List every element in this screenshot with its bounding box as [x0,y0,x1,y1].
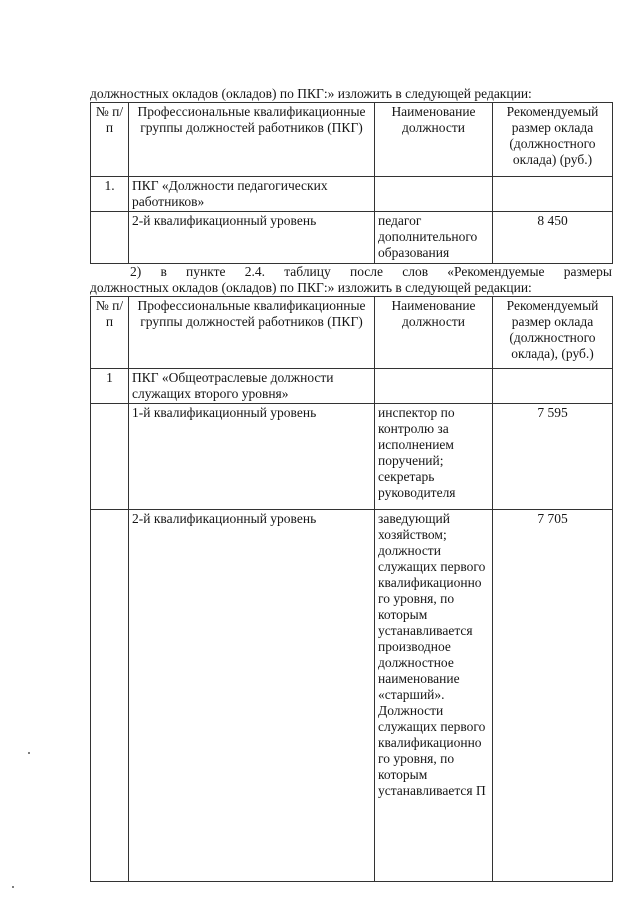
header-position: Наименование должности [375,103,493,177]
row-position [375,177,493,212]
table-row [91,177,613,212]
row-position [375,369,493,404]
row-num [91,212,129,264]
header-group: Профессиональные квалификационные группы должностей работников (ПКГ) [129,103,375,177]
row-position: педагог дополнительного образования [375,212,493,264]
table-row [91,510,613,882]
salary-table-2 [90,296,613,882]
row-num: 1 [91,369,129,404]
paragraph-line-2: должностных окладов (окладов) по ПКГ:» изложить в следующей редакции: [90,280,532,295]
row-salary: 7 705 [493,510,613,882]
row-salary [493,177,613,212]
row-salary [493,369,613,404]
header-salary: Рекомендуемый размер оклада (должностного оклада) (руб.) [493,103,613,177]
paragraph-line-1: 2) в пункте 2.4. таблицу после слов «Рекомендуемые размеры [130,264,612,279]
table-header-row [91,103,613,177]
row-position: инспектор по контролю за исполнением поручений; секретарь руководителя [375,404,493,510]
row-group: 2-й квалификационный уровень [129,510,375,882]
header-num: № п/п [91,297,129,369]
scan-speck [28,752,30,754]
salary-table-1 [90,102,613,264]
row-group: ПКГ «Должности педагогических работников» [129,177,375,212]
row-salary: 7 595 [493,404,613,510]
row-num [91,510,129,882]
table-header-row [91,297,613,369]
header-num: № п/п [91,103,129,177]
header-position: Наименование должности [375,297,493,369]
row-group: 2-й квалификационный уровень [129,212,375,264]
row-salary: 8 450 [493,212,613,264]
row-position: заведующий хозяйством; должности служащих первого квалификационно го уровня, по которым устанавливается производное должностное наименование «старший». Должности служащих первого квалификационно го уровня, по которым устанавливается П [375,510,493,882]
row-group: 1-й квалификационный уровень [129,404,375,510]
header-group: Профессиональные квалификационные группы должностей работников (ПКГ) [129,297,375,369]
header-salary: Рекомендуемый размер оклада (должностного оклада), (руб.) [493,297,613,369]
table-row [91,369,613,404]
row-group: ПКГ «Общеотраслевые должности служащих второго уровня» [129,369,375,404]
row-num [91,404,129,510]
table-row [91,212,613,264]
row-num: 1. [91,177,129,212]
table-row [91,404,613,510]
scan-speck [12,886,14,888]
intro-line: должностных окладов (окладов) по ПКГ:» изложить в следующей редакции: [90,86,532,101]
